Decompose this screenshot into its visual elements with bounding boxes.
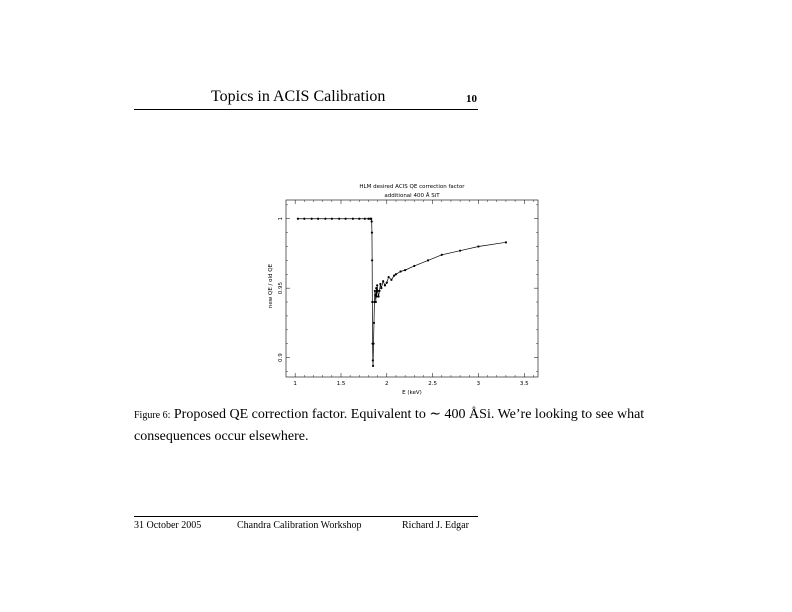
data-point: [364, 218, 366, 220]
data-point: [393, 275, 395, 277]
data-point: [395, 273, 397, 275]
series-line: [298, 219, 506, 366]
data-point: [358, 218, 360, 220]
data-point: [331, 218, 333, 220]
data-point: [303, 218, 305, 220]
data-point: [388, 276, 390, 278]
data-point: [317, 218, 319, 220]
x-tick-label: 3.5: [519, 381, 529, 387]
footer-date: 31 October 2005: [134, 520, 202, 531]
x-tick-label: 2.5: [428, 381, 437, 387]
x-tick-label: 1: [293, 381, 297, 387]
footer-event: Chandra Calibration Workshop: [237, 520, 362, 531]
x-tick-label: 1.5: [336, 381, 346, 387]
data-point: [344, 218, 346, 220]
header-rule: [134, 109, 478, 110]
data-point: [505, 241, 507, 243]
x-axis-label: E (keV): [402, 390, 422, 396]
data-point: [386, 282, 388, 284]
y-tick-label: 0.9: [278, 353, 284, 362]
data-point: [371, 301, 373, 303]
plot-frame: [286, 200, 538, 377]
data-point: [427, 259, 429, 261]
footer-author: Richard J. Edgar: [402, 520, 469, 531]
data-point: [380, 287, 382, 289]
data-point: [377, 295, 379, 297]
x-tick-label: 2: [385, 381, 389, 387]
data-point: [373, 322, 375, 324]
data-point: [399, 270, 401, 272]
y-tick-label: 1: [278, 216, 284, 221]
chart-subtitle: additional 400 Å SiT: [384, 193, 440, 199]
data-point: [371, 259, 373, 261]
figure-caption: [134, 404, 694, 447]
data-point: [372, 359, 374, 361]
data-point: [382, 280, 384, 282]
data-point: [352, 218, 354, 220]
data-point: [413, 265, 415, 267]
data-point: [371, 232, 373, 234]
data-point: [372, 365, 374, 367]
data-point: [384, 284, 386, 286]
data-point: [311, 218, 313, 220]
data-point: [372, 343, 374, 345]
data-point: [441, 254, 443, 256]
figure-label: Figure 6:: [134, 410, 171, 421]
data-point: [404, 269, 406, 271]
page-number: 10: [466, 93, 477, 105]
y-axis-label: new QE / old QE: [268, 263, 274, 309]
data-point: [390, 279, 392, 281]
data-point: [375, 301, 377, 303]
data-point: [371, 220, 373, 222]
y-tick-label: 0.95: [278, 282, 284, 295]
chart-title: HLM desired ACIS QE correction factor: [359, 184, 465, 190]
data-point: [459, 250, 461, 252]
data-point: [374, 290, 376, 292]
footer-rule: [134, 516, 478, 517]
data-point: [375, 287, 377, 289]
x-tick-label: 3: [476, 381, 481, 387]
data-point: [379, 283, 381, 285]
data-point: [376, 284, 378, 286]
data-point: [324, 218, 326, 220]
data-point: [477, 245, 479, 247]
data-point: [378, 290, 380, 292]
data-point: [370, 218, 372, 220]
figure-caption-text: Proposed QE correction factor. Equivalent to ∼ 400 ÅSi. We’re looking to see what consequences occur elsewhere.: [134, 407, 645, 444]
data-point: [297, 218, 299, 220]
qe-correction-plot: [262, 178, 552, 400]
page-header-title: Topics in ACIS Calibration: [211, 88, 386, 105]
data-point: [338, 218, 340, 220]
